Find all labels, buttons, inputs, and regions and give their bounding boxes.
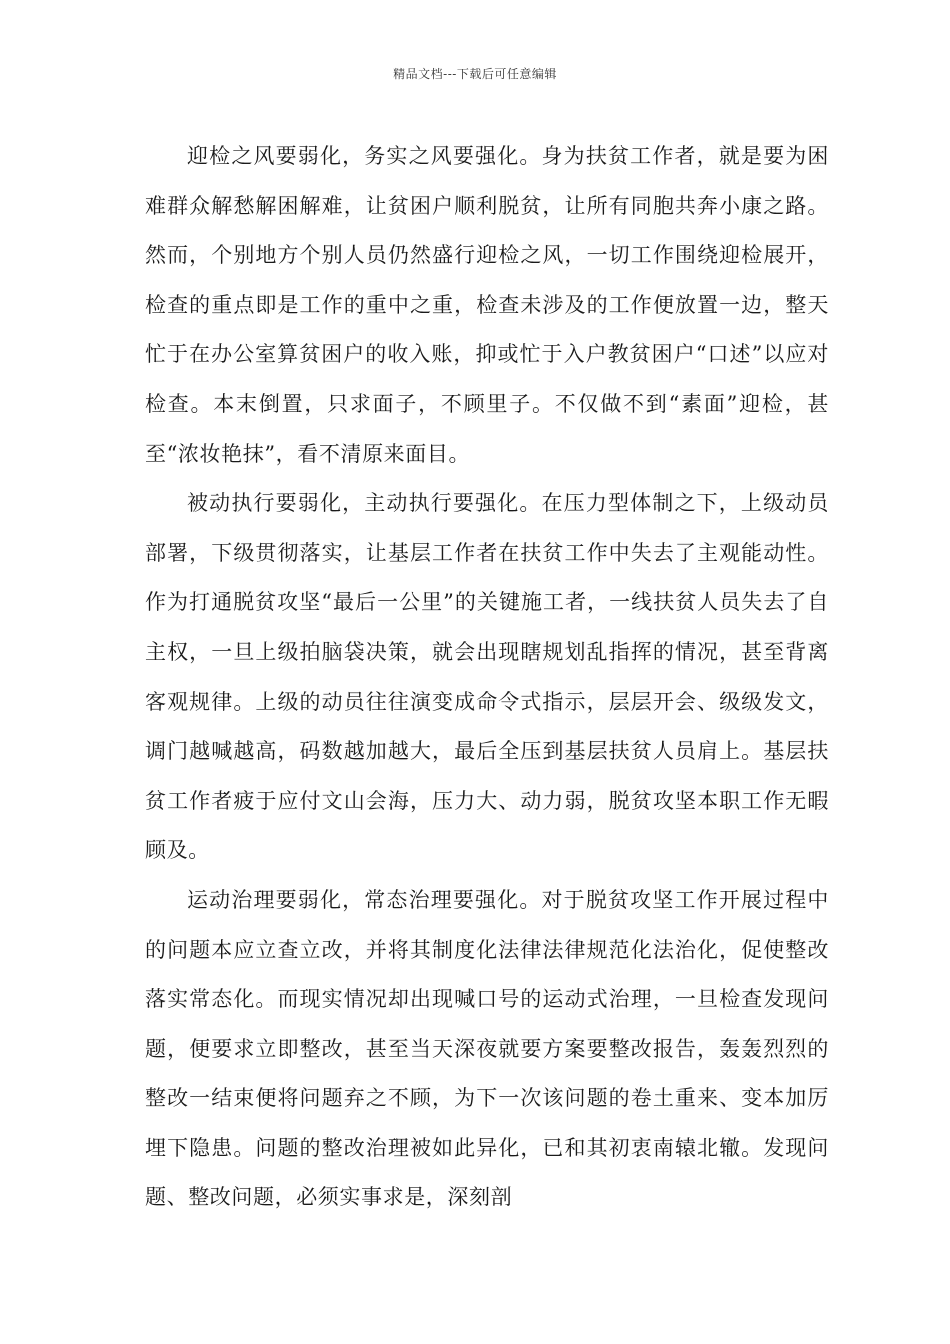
paragraph-inspection-style: 迎检之风要弱化，务实之风要强化。身为扶贫工作者，就是要为困难群众解愁解困解难，让贫困户顺利脱贫，让所有同胞共奔小康之路。然而，个别地方个别人员仍然盛行迎检之风，一切工作围绕迎检展开，检查的重点即是工作的重中之重，检查未涉及的工作便放置一边，整天忙于在办公室算贫困户的收入账，抑或忙于入户教贫困户“口述”以应对检查。本末倒置，只求面子，不顾里子。不仅做不到“素面”迎检，甚至“浓妆艳抹”，看不清原来面目。 [145,144,829,466]
paragraph-passive-execution: 被动执行要弱化，主动执行要强化。在压力型体制之下，上级动员部署，下级贯彻落实，让基层工作者在扶贫工作中失去了主观能动性。作为打通脱贫攻坚“最后一公里”的关键施工者，一线扶贫人员失去了自主权，一旦上级拍脑袋决策，就会出现瞎规划乱指挥的情况，甚至背离客观规律。上级的动员往往演变成命令式指示，层层开会、级级发文，调门越喊越高，码数越加越大，最后全压到基层扶贫人员肩上。基层扶贫工作者疲于应付文山会海，压力大、动力弱，脱贫攻坚本职工作无暇顾及。 [145,491,829,863]
paragraph-campaign-governance: 运动治理要弱化，常态治理要强化。对于脱贫攻坚工作开展过程中的问题本应立查立改，并将其制度化法律法律规范化法治化，促使整改落实常态化。而现实情况却出现喊口号的运动式治理，一旦检查发现问题，便要求立即整改，甚至当天深夜就要方案要整改报告，轰轰烈烈的整改一结束便将问题弃之不顾，为下一次该问题的卷土重来、变本加厉埋下隐患。问题的整改治理被如此异化，已和其初衷南辕北辙。发现问题、整改问题，必须实事求是，深刻剖 [145,887,829,1210]
document-body [145,132,829,1223]
page-header: 精品文档---下载后可任意编辑 [393,67,557,81]
